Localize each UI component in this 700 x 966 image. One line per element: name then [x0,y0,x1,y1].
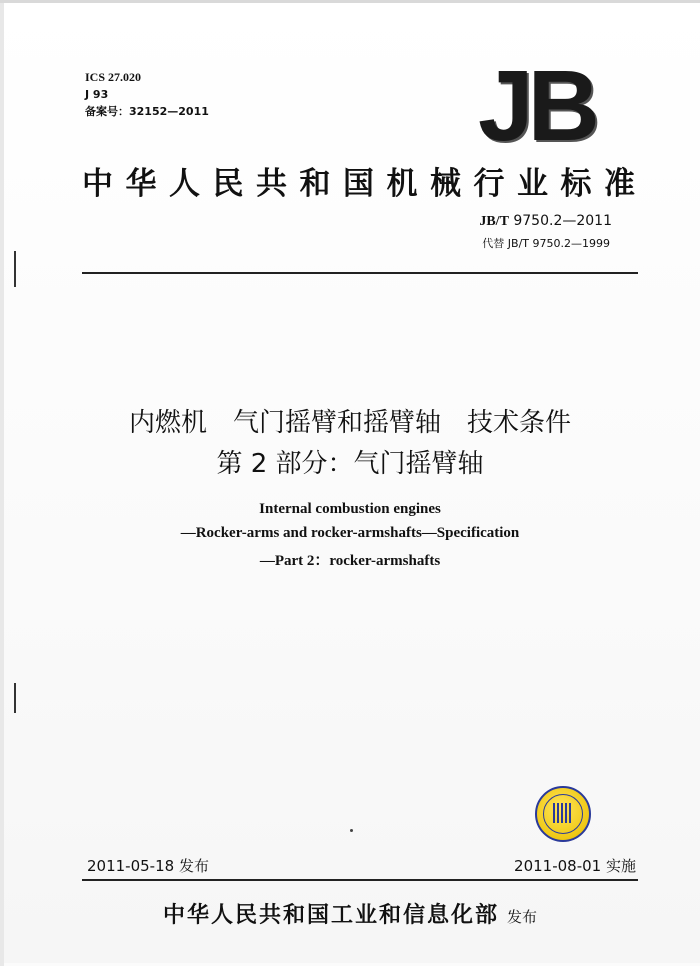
replaces-note: 代替 JB/T 9750.2—1999 [482,237,610,250]
implementation-date: 2011-08-01 实施 [514,857,636,875]
jb-logo: JB [478,50,594,162]
publisher-org: 中华人民共和国工业和信息化部 [162,903,499,928]
english-title-line-3: —Part 2：rocker-armshafts [259,553,441,569]
issue-date: 2011-05-18 发布 [87,857,209,875]
industry-standard-title: 中华人民共和国机械行业标准 [82,166,648,202]
standard-code: 9750.2—2011 [508,213,612,229]
seal-emblem-icon [553,803,573,823]
scan-mark [14,251,16,287]
standard-number [479,213,612,230]
chinese-title-line-2: 第 2 部分：气门摇臂轴 [216,449,484,479]
top-divider [82,272,638,274]
seal-stamp [535,786,591,842]
scan-mark [14,683,16,713]
publisher-verb: 发布 [507,908,538,926]
bottom-divider [82,879,638,881]
chinese-title-line-1: 内燃机 气门摇臂和摇臂轴 技术条件 [128,408,571,438]
english-title-line-2: —Rocker-arms and rocker-armshafts—Specification [180,525,520,541]
scan-edge [0,3,4,966]
english-title-line-1: Internal combustion engines [259,501,441,517]
classification-block [85,69,209,120]
publisher [0,898,700,929]
standard-prefix: JB/T [479,214,509,229]
record-number: 备案号：32152—2011 [85,105,209,118]
ccs-code: J 93 [85,88,109,101]
ics-code: ICS 27.020 [85,70,142,84]
speck [350,829,353,832]
